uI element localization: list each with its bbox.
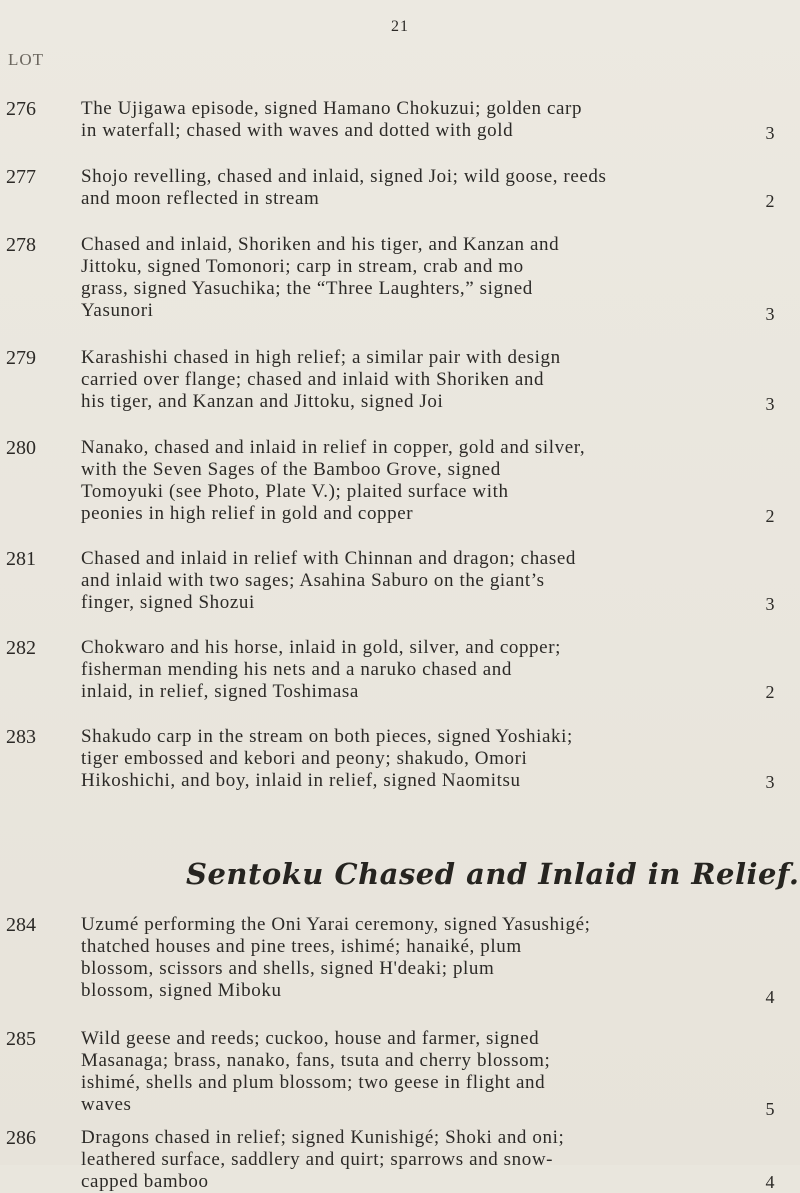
lot-description: Chased and inlaid, Shoriken and his tiger, and Kanzan and Jittoku, signed Tomonori; carp in stream, crab and mo grass, signed Yasuchika; the “Three Laughters,” signed Yasunori xyxy=(81,234,560,321)
lot-description: Karashishi chased in high relief; a similar pair with design carried over flange; chased and inlaid with Shoriken and his tiger, and Kanzan and Jittoku, signed Joi xyxy=(81,347,561,412)
lot-quantity: 3 xyxy=(765,772,775,792)
lot-number: 278 xyxy=(6,234,36,256)
lot-number: 281 xyxy=(6,548,36,570)
section-heading: Sentoku Chased and Inlaid in Relief. xyxy=(186,857,800,891)
lot-number: 280 xyxy=(6,437,36,459)
lot-description: Wild geese and reeds; cuckoo, house and farmer, signed Masanaga; brass, nanako, fans, tsuta and cherry blossom; ishimé, shells and plum blossom; two geese in flight and waves xyxy=(81,1028,551,1115)
lot-number: 282 xyxy=(6,637,36,659)
lot-description: Chokwaro and his horse, inlaid in gold, silver, and copper; fisherman mending his nets and a naruko chased and inlaid, in relief, signed Toshimasa xyxy=(81,637,561,702)
page-number: 21 xyxy=(391,18,409,35)
lot-number: 285 xyxy=(6,1028,36,1050)
lot-number: 286 xyxy=(6,1127,36,1149)
lot-quantity: 2 xyxy=(765,682,775,702)
lot-description: Dragons chased in relief; signed Kunishigé; Shoki and oni; leathered surface, saddlery and quirt; sparrows and snow- capped bamboo xyxy=(81,1127,565,1192)
lot-number: 283 xyxy=(6,726,36,748)
lot-quantity: 4 xyxy=(765,987,775,1007)
lot-quantity: 3 xyxy=(765,594,775,614)
lot-description: Uzumé performing the Oni Yarai ceremony, signed Yasushigé; thatched houses and pine trees, ishimé; hanaiké, plum blossom, scissors and shells, signed H'deaki; plum blossom, signed Miboku xyxy=(81,914,591,1001)
lot-quantity: 2 xyxy=(765,506,775,526)
lot-description: Nanako, chased and inlaid in relief in copper, gold and silver, with the Seven Sages of the Bamboo Grove, signed Tomoyuki (see Photo, Plate V.); plaited surface with peonies in high relief in gold and copper xyxy=(81,437,586,524)
lot-description: The Ujigawa episode, signed Hamano Chokuzui; golden carp in waterfall; chased with waves and dotted with gold xyxy=(81,98,583,141)
lot-number: 277 xyxy=(6,166,36,188)
lot-description: Shakudo carp in the stream on both pieces, signed Yoshiaki; tiger embossed and kebori and peony; shakudo, Omori Hikoshichi, and boy, inlaid in relief, signed Naomitsu xyxy=(81,726,573,791)
lot-column-header: LOT xyxy=(8,50,45,69)
lot-quantity: 2 xyxy=(765,191,775,211)
lot-quantity: 3 xyxy=(765,394,775,414)
lot-number: 284 xyxy=(6,914,36,936)
lot-quantity: 3 xyxy=(765,123,775,143)
lot-quantity: 5 xyxy=(765,1099,775,1119)
lot-description: Chased and inlaid in relief with Chinnan and dragon; chased and inlaid with two sages; Asahina Saburo on the giant’s finger, signed Shozui xyxy=(81,548,576,613)
lot-quantity: 3 xyxy=(765,304,775,324)
lot-number: 279 xyxy=(6,347,36,369)
lot-number: 276 xyxy=(6,98,36,120)
lot-quantity: 4 xyxy=(765,1172,775,1192)
lot-description: Shojo revelling, chased and inlaid, signed Joi; wild goose, reeds and moon reflected in stream xyxy=(81,166,607,209)
